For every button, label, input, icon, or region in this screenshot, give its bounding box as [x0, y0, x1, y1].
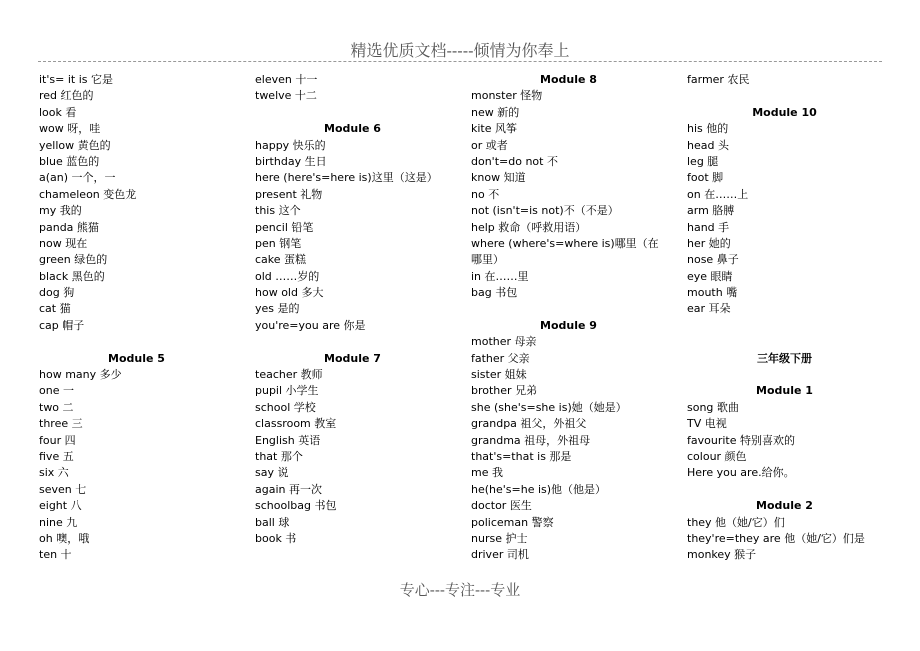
blank-line [687, 318, 882, 334]
blank-line [471, 301, 666, 317]
vocab-entry: monkey 猴子 [687, 548, 757, 562]
module-heading: Module 9 [540, 318, 597, 332]
vocab-entry: one 一 [39, 384, 74, 398]
vocab-entry: pencil 铅笔 [255, 220, 314, 234]
vocab-entry: doctor 医生 [471, 499, 532, 513]
vocab-entry: head 头 [687, 138, 729, 152]
vocab-entry: hand 手 [687, 220, 730, 234]
vocab-entry: red 红色的 [39, 89, 94, 103]
vocab-entry: eleven 十一 [255, 73, 318, 86]
vocab-entry: happy 快乐的 [255, 138, 326, 152]
vocab-entry: wow 呀，哇 [39, 122, 101, 136]
vocab-entry: this 这个 [255, 204, 301, 218]
page-footer: 专心---专注---专业 [399, 581, 521, 599]
vocab-entry: nurse 护士 [471, 531, 528, 545]
vocab-entry: old ……岁的 [255, 269, 320, 283]
vocab-entry: schoolbag 书包 [255, 499, 337, 513]
vocab-entry: say 说 [255, 466, 289, 480]
module-heading: Module 7 [324, 351, 381, 365]
module-heading: 三年级下册 [757, 351, 812, 365]
vocab-entry: leg 腿 [687, 154, 719, 168]
vocab-entry: farmer 农民 [687, 73, 750, 86]
vocab-entry: nose 鼻子 [687, 253, 739, 267]
vocab-entry: eye 眼睛 [687, 269, 733, 283]
vocab-entry: grandma 祖母，外祖母 [471, 433, 591, 447]
vocab-entry: yellow 黄色的 [39, 138, 111, 152]
vocab-entry: Here you are.给你。 [687, 466, 795, 480]
vocab-entry: sister 姐妹 [471, 368, 527, 382]
vocab-entry: she (she's=she is)她（她是） [471, 400, 627, 414]
vocab-entry: book 书 [255, 531, 297, 545]
vocab-entry: TV 电视 [687, 417, 727, 431]
vocab-entry: a(an) 一个，一 [39, 171, 116, 185]
vocab-entry: brother 兄弟 [471, 384, 538, 398]
vocab-entry: help 救命（呼救用语） [471, 220, 587, 234]
vocab-entry: cap 帽子 [39, 318, 85, 332]
vocab-entry: English 英语 [255, 433, 321, 447]
vocab-entry: seven 七 [39, 482, 87, 496]
vocab-entry: he(he's=he is)他（他是） [471, 482, 607, 496]
vocab-entry: pupil 小学生 [255, 384, 319, 398]
blank-line [39, 334, 234, 350]
vocab-entry: cat 猫 [39, 302, 71, 316]
vocab-entry: ten 十 [39, 548, 72, 562]
vocab-entry: kite 风筝 [471, 122, 518, 136]
vocab-entry: school 学校 [255, 400, 316, 414]
vocab-entry: how many 多少 [39, 368, 122, 382]
vocab-entry: they 他（她/它）们 [687, 515, 785, 529]
vocab-entry: no 不 [471, 187, 500, 201]
vocab-entry: five 五 [39, 449, 74, 463]
vocab-entry: green 绿色的 [39, 253, 108, 267]
vocab-entry: on 在……上 [687, 187, 749, 201]
vocab-entry: bag 书包 [471, 286, 518, 300]
page-header: 精选优质文档-----倾情为你奉上 [350, 41, 570, 60]
module-heading: Module 1 [756, 384, 813, 398]
vocab-entry: cake 蛋糕 [255, 253, 307, 267]
module-heading: Module 2 [756, 499, 813, 513]
vocab-entry: here (here's=here is)这里（这是） [255, 171, 438, 185]
vocab-entry: that 那个 [255, 449, 303, 463]
vocab-entry: teacher 教师 [255, 368, 323, 382]
vocab-entry: pen 钢笔 [255, 236, 302, 250]
vocab-entry: blue 蓝色的 [39, 154, 100, 168]
vocab-column-1 [39, 72, 234, 564]
vocab-entry: ear 耳朵 [687, 302, 731, 316]
vocab-entry: classroom 教室 [255, 417, 337, 431]
module-heading: Module 5 [108, 351, 165, 365]
vocab-entry: not (isn't=is not)不（不是） [471, 204, 619, 218]
blank-line [687, 367, 882, 383]
vocab-entry: they're=they are 他（她/它）们是 [687, 531, 865, 545]
vocab-entry: oh 噢，哦 [39, 531, 90, 545]
vocab-entry: three 三 [39, 417, 83, 431]
vocab-entry: four 四 [39, 433, 76, 447]
vocab-entry: six 六 [39, 466, 69, 480]
vocab-entry: in 在……里 [471, 269, 529, 283]
vocab-entry: his 他的 [687, 122, 729, 136]
vocab-entry: panda 熊猫 [39, 220, 99, 234]
vocab-entry: eight 八 [39, 499, 82, 513]
vocab-entry: again 再一次 [255, 482, 322, 496]
vocab-entry: monster 怪物 [471, 89, 543, 103]
vocab-entry: nine 九 [39, 515, 78, 529]
vocab-entry: present 礼物 [255, 187, 323, 201]
vocab-entry: know 知道 [471, 171, 526, 185]
vocab-entry: new 新的 [471, 105, 520, 119]
vocab-entry: song 歌曲 [687, 400, 739, 414]
vocab-entry: favourite 特别喜欢的 [687, 433, 795, 447]
vocab-entry: don't=do not 不 [471, 154, 558, 168]
header-rule [38, 61, 882, 62]
vocab-entry: driver 司机 [471, 548, 529, 562]
vocab-entry: birthday 生日 [255, 154, 327, 168]
vocab-entry: now 现在 [39, 236, 88, 250]
vocab-entry: grandpa 祖父，外祖父 [471, 417, 587, 431]
vocab-entry: that's=that is 那是 [471, 450, 572, 463]
blank-line [687, 334, 882, 350]
vocab-entry: mother 母亲 [471, 335, 537, 349]
vocab-entry: two 二 [39, 400, 74, 414]
blank-line [687, 88, 882, 104]
vocab-entry: ball 球 [255, 515, 290, 529]
vocab-entry: chameleon 变色龙 [39, 187, 137, 201]
vocab-entry: where (where's=where is)哪里（在哪里） [471, 236, 659, 267]
vocab-column-2 [255, 72, 450, 547]
vocab-entry: how old 多大 [255, 286, 324, 300]
module-heading: Module 8 [540, 73, 597, 86]
vocab-entry: black 黑色的 [39, 269, 105, 283]
vocab-entry: me 我 [471, 466, 503, 480]
vocab-entry: it's= it is 它是 [39, 73, 113, 86]
vocab-entry: arm 胳膊 [687, 204, 735, 218]
vocab-entry: father 父亲 [471, 351, 530, 365]
vocab-entry: look 看 [39, 105, 77, 119]
vocab-entry: mouth 嘴 [687, 286, 738, 300]
vocab-entry: colour 颜色 [687, 449, 747, 463]
vocab-entry: my 我的 [39, 204, 82, 218]
module-heading: Module 10 [752, 105, 817, 119]
vocab-entry: you're=you are 你是 [255, 318, 366, 332]
vocab-entry: policeman 警察 [471, 515, 554, 529]
vocab-column-3 [471, 72, 666, 564]
vocab-entry: dog 狗 [39, 286, 75, 300]
blank-line [255, 105, 450, 121]
blank-line [687, 482, 882, 498]
blank-line [255, 334, 450, 350]
vocab-entry: yes 是的 [255, 302, 300, 316]
vocab-entry: foot 脚 [687, 171, 724, 185]
vocab-entry: her 她的 [687, 236, 731, 250]
vocab-entry: or 或者 [471, 138, 508, 152]
module-heading: Module 6 [324, 122, 381, 136]
vocab-entry: twelve 十二 [255, 89, 317, 103]
vocab-column-4 [687, 72, 882, 564]
